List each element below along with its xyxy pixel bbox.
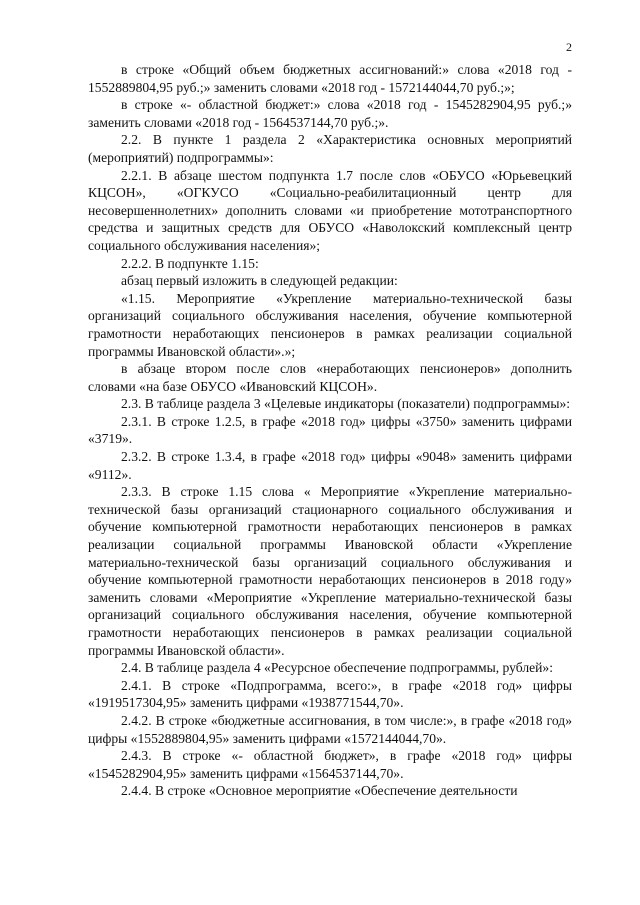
paragraph: 2.4. В таблице раздела 4 «Ресурсное обеспечение подпрограммы, рублей»: [121, 660, 553, 676]
paragraph: в строке «- областной бюджет:» слова «2018 год - 1545282904,95 руб.;» заменить словами «2018 год - 1564537144,70 руб.;». [88, 97, 572, 130]
paragraph: 2.4.2. В строке «бюджетные ассигнования, в том числе:», в графе «2018 год» цифры «1552889804,95» заменить цифрами «1572144044,70». [88, 712, 572, 746]
paragraph: 2.4.1. В строке «Подпрограмма, всего:», в графе «2018 год» цифры «1919517304,95» заменить цифрами «1938771544,70». [88, 677, 572, 711]
paragraph: в строке «Общий объем бюджетных ассигнований:» слова «2018 год - 1552889804,95 руб.;» заменить словами «2018 год - 1572144044,70 руб.;»; [88, 62, 572, 95]
paragraph: 2.4.4. В строке «Основное мероприятие «Обеспечение деятельности [121, 783, 518, 799]
document-body [88, 61, 572, 800]
paragraph: 2.3. В таблице раздела 3 «Целевые индикаторы (показатели) подпрограммы»: [121, 396, 571, 412]
paragraph: абзац первый изложить в следующей редакции: [121, 273, 398, 289]
paragraph: 2.2.2. В подпункте 1.15: [121, 255, 259, 271]
paragraph: 2.3.1. В строке 1.2.5, в графе «2018 год» цифры «3750» заменить цифрами «3719». [88, 413, 572, 447]
paragraph: 2.2.1. В абзаце шестом подпункта 1.7 после слов «ОБУСО «Юрьевецкий КЦСОН», «ОГКУСО «Социально-реабилитационный центр для несовершеннолетних» дополнить словами «и приобретение мототранспортного средства и защитных средств для ОБУСО «Наволокский комплексный центр социального обслуживания населения»; [88, 167, 572, 253]
paragraph: 2.2. В пункте 1 раздела 2 «Характеристика основных мероприятий (мероприятий) подпрограммы»: [88, 132, 572, 165]
page-number: 2 [566, 40, 572, 54]
paragraph: 2.4.3. В строке «- областной бюджет», в графе «2018 год» цифры «1545282904,95» заменить цифрами «1564537144,70». [88, 748, 572, 781]
paragraph: «1.15. Мероприятие «Укрепление материально-технической базы организаций социального обслуживания населения, обучение компьютерной грамотности неработающих пенсионеров в рамках реализации социальной программы Ивановской области».»; [88, 290, 572, 359]
paragraph: 2.3.3. В строке 1.15 слова « Мероприятие «Укрепление материально-технической базы организаций стационарного социального обслуживания и обучение компьютерной грамотности неработающих пенсионеров в рамках реализации социальной программы Ивановской области «Укрепление материально-технической базы организаций социального обслуживания и обучение компьютерной грамотности неработающих пенсионеров в 2018 году» заменить словами «Мероприятие «Укрепление материально-технической базы организаций социального обслуживания населения, обучение компьютерной грамотности неработающих пенсионеров в рамках реализации социальной программы Ивановской области». [88, 484, 572, 658]
paragraph: 2.3.2. В строке 1.3.4, в графе «2018 год» цифры «9048» заменить цифрами «9112». [88, 449, 572, 482]
paragraph: в абзаце втором после слов «неработающих пенсионеров» дополнить словами «на базе ОБУСО «Ивановский КЦСОН». [88, 361, 572, 394]
